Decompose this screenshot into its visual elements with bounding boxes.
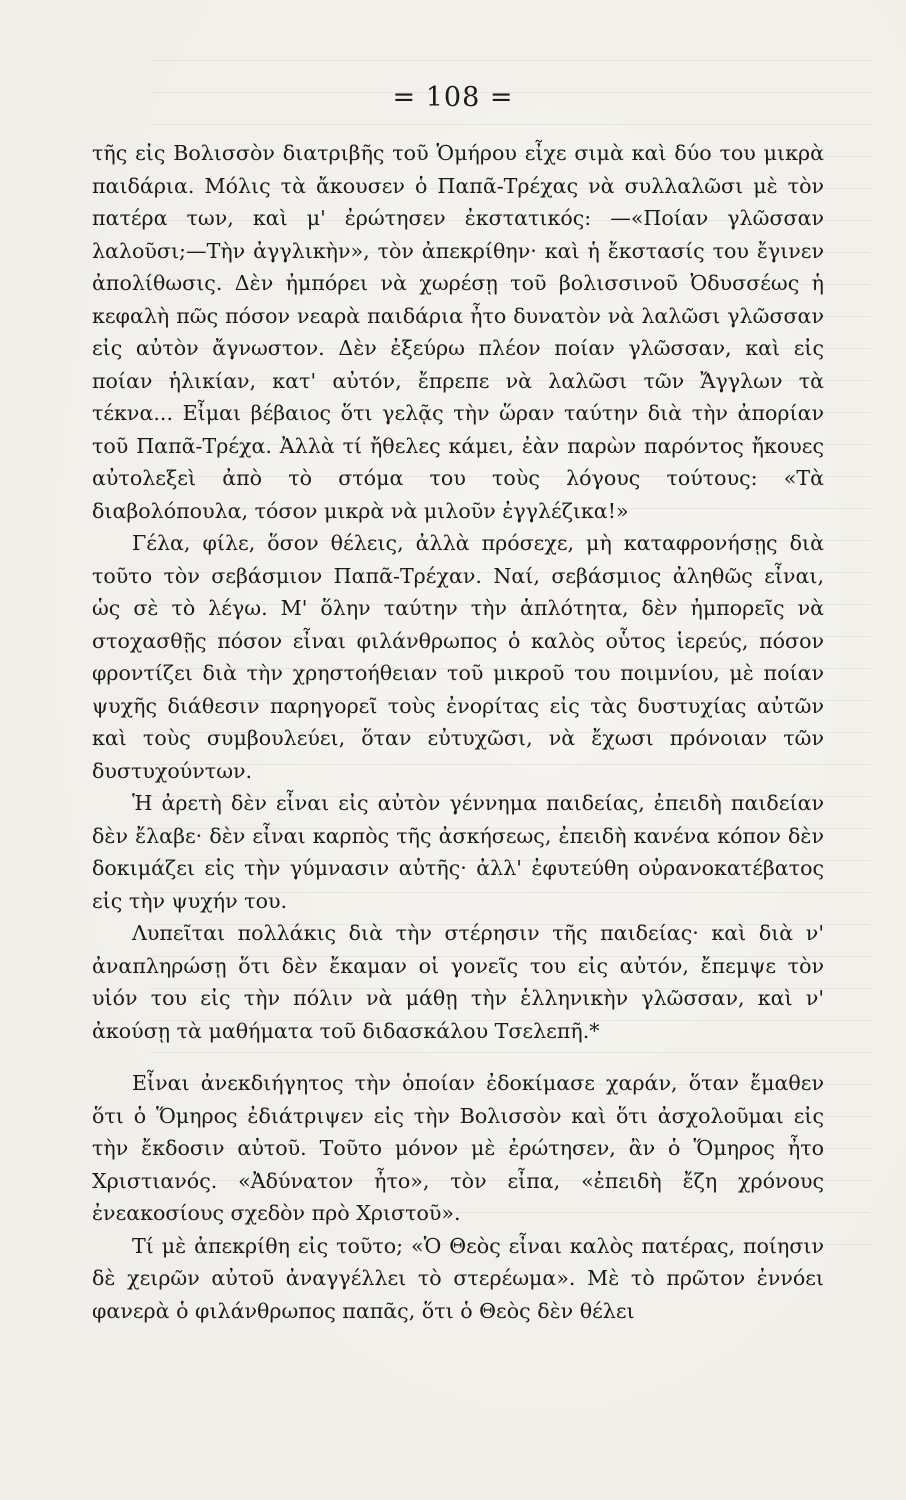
paragraph-2: Γέλα, φίλε, ὅσον θέλεις, ἀλλὰ πρόσεχε, μὴ καταφρονήσῃς διὰ τοῦτο τὸν σεβάσμιον Παπᾶ-Τρέχαν. Ναί, σεβάσμιος ἀληθῶς εἶναι, ὡς σὲ τὸ λέγω. Μ' ὅλην ταύτην τὴν ἁπλότητα, δὲν ἠμπορεῖς νὰ στοχασθῇς πόσον εἶναι φιλάνθρωπος ὁ καλὸς οὗτος ἱερεύς, πόσον φροντίζει διὰ τὴν χρηστοήθειαν τοῦ μικροῦ του ποιμνίου, μὲ ποίαν ψυχῆς διάθεσιν παρηγορεῖ τοὺς ἐνορίτας εἰς τὰς δυστυχίας αὐτῶν καὶ τοὺς συμβουλεύει, ὅταν εὐτυχῶσι, νὰ ἔχωσι πρόνοιαν τῶν δυστυχούντων. (92, 531, 824, 783)
paragraph-4: Λυπεῖται πολλάκις διὰ τὴν στέρησιν τῆς παιδείας· καὶ διὰ ν' ἀναπληρώσῃ ὅτι δὲν ἔκαμαν οἱ γονεῖς του εἰς αὐτόν, ἔπεμψε τὸν υἱόν του εἰς τὴν πόλιν νὰ μάθῃ τὴν ἑλληνικὴν γλῶσσαν, καὶ ν' ἀκούσῃ τὰ μαθήματα τοῦ διδασκάλου Τσελεπῆ.* (92, 921, 824, 1043)
paragraph-6: Τί μὲ ἀπεκρίθη εἰς τοῦτο; «Ὁ Θεὸς εἶναι καλὸς πατέρας, ποίησιν δὲ χειρῶν αὐτοῦ ἀναγγέλλει τὸ στερέωμα». Μὲ τὸ πρῶτον ἐννόει φανερὰ ὁ φιλάνθρωπος παπᾶς, ὅτι ὁ Θεὸς δὲν θέλει (92, 1233, 824, 1323)
paragraph-1: τῆς εἰς Βολισσὸν διατριβῆς τοῦ Ὁμήρου εἶχε σιμὰ καὶ δύο του μικρὰ παιδάρια. Μόλις τὰ ἄκουσεν ὁ Παπᾶ-Τρέχας νὰ συλλαλῶσι μὲ τὸν πατέρα των, καὶ μ' ἐρώτησεν ἐκστατικός: —«Ποίαν γλῶσσαν λαλοῦσι;—Τὴν ἀγγλικὴν», τὸν ἀπεκρίθην· καὶ ἡ ἔκστασίς του ἔγινεν ἀπολίθωσις. Δὲν ἠμπόρει νὰ χωρέσῃ τοῦ βολισσινοῦ Ὀδυσσέως ἡ κεφαλὴ πῶς πόσον νεαρὰ παιδάρια ἦτο δυνατὸν νὰ λαλῶσι γλῶσσαν εἰς αὐτὸν ἄγνωστον. Δὲν ἐξεύρω πλέον ποίαν γλῶσσαν, καὶ εἰς ποίαν ἡλικίαν, κατ' αὐτόν, ἔπρεπε νὰ λαλῶσι τῶν Ἄγγλων τὰ τέκνα... Εἶμαι βέβαιος ὅτι γελᾷς τὴν ὥραν ταύτην διὰ τὴν ἀπορίαν τοῦ Παπᾶ-Τρέχα. Ἀλλὰ τί ἤθελες κάμει, ἐὰν παρὼν παρόντος ἤκουες αὐτολεξεὶ ἀπὸ τὸ στόμα του τοὺς λόγους τούτους: «Τὰ διαβολόπουλα, τόσον μικρὰ νὰ μιλοῦν ἐγγλέζικα!» (92, 141, 824, 523)
body-text (92, 137, 824, 1327)
page-number-header: = 108 = (392, 82, 514, 113)
paragraph-5: Εἶναι ἀνεκδιήγητος τὴν ὁποίαν ἐδοκίμασε χαράν, ὅταν ἔμαθεν ὅτι ὁ Ὅμηρος ἐδιάτριψεν εἰς τὴν Βολισσὸν καὶ ὅτι ἀσχολοῦμαι εἰς τὴν ἔκδοσιν αὐτοῦ. Τοῦτο μόνον μὲ ἐρώτησεν, ἂν ὁ Ὅμηρος ἦτο Χριστιανός. «Ἀδύνατον ἦτο», τὸν εἶπα, «ἐπειδὴ ἔζη χρόνους ἐνεακοσίους σχεδὸν πρὸ Χριστοῦ». (92, 1071, 824, 1225)
paragraph-3: Ἡ ἀρετὴ δὲν εἶναι εἰς αὐτὸν γέννημα παιδείας, ἐπειδὴ παιδείαν δὲν ἔλαβε· δὲν εἶναι καρπὸς τῆς ἀσκήσεως, ἐπειδὴ κανένα κόπον δὲν δοκιμάζει εἰς τὴν γύμνασιν αὐτῆς· ἀλλ' ἐφυτεύθη οὐρανοκατέβατος εἰς τὴν ψυχήν του. (92, 791, 824, 913)
